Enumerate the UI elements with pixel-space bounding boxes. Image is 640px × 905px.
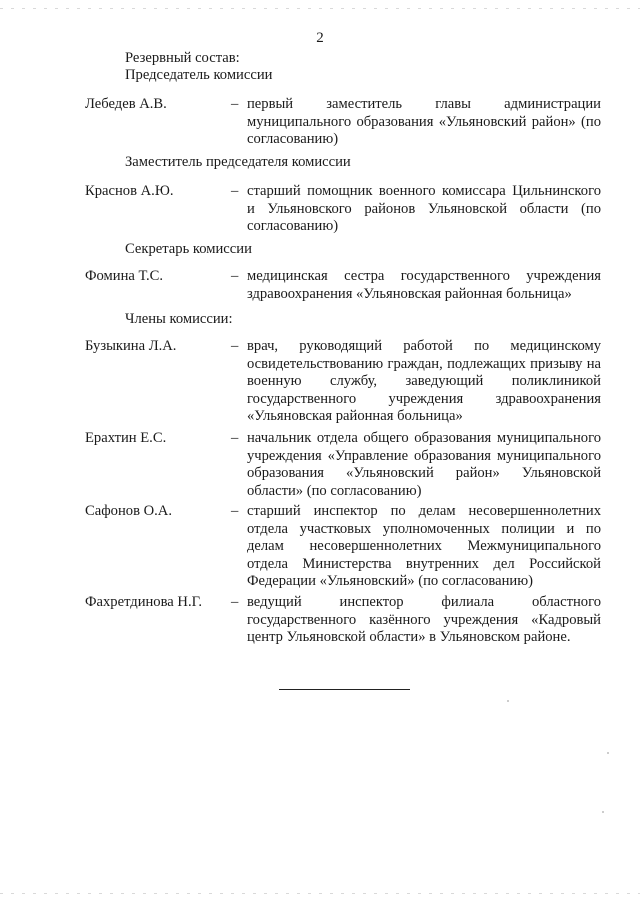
scan-speck [602,811,604,813]
member-role: старший помощник военного комиссара Цильнинского и Ульяновского районов Ульяновской области (по согласованию) [247,183,601,234]
heading-chairman: Председатель комиссии [125,67,273,83]
member-role: медицинская сестра государственного учреждения здравоохранения «Ульяновская районная больница» [247,268,601,302]
member-row-fomina [85,268,601,303]
heading-deputy: Заместитель председателя комиссии [125,154,351,170]
dash: – [231,338,239,354]
member-row-lebedev [85,96,601,149]
dash: – [231,430,239,446]
member-role: старший инспектор по делам несовершеннолетних отдела участковых уполномоченных полиции и по делам несовершеннолетних Межмуниципального отдела Министерства внутренних дел Российской Федерации «Ульяновский» (по согласованию) [247,503,601,589]
member-name: Бузыкина Л.А. [85,338,177,354]
member-row-buzykina [85,338,601,426]
member-name: Лебедев А.В. [85,96,167,112]
scan-speck [607,752,609,754]
member-row-fakhretdinova [85,594,601,647]
member-name: Фахретдинова Н.Г. [85,594,203,610]
heading-secretary: Секретарь комиссии [125,241,252,257]
member-name: Фомина Т.С. [85,268,164,284]
member-row-krasnov [85,183,601,236]
scan-artifact-top [0,8,640,9]
member-row-erakhtin [85,430,601,500]
dash: – [231,503,239,519]
heading-members: Члены комиссии: [125,311,233,327]
closing-rule [279,689,410,690]
heading-reserve: Резервный состав: [125,50,240,66]
dash: – [231,96,239,112]
dash: – [231,594,239,610]
page-number: 2 [316,30,324,46]
member-role: первый заместитель главы администрации муниципального образования «Ульяновский район» (по согласованию) [247,96,601,147]
member-name: Ерахтин Е.С. [85,430,167,446]
member-role: начальник отдела общего образования муниципального учреждения «Управление образования муниципального образования «Ульяновский район» Ульяновской области» (по согласованию) [247,430,601,499]
scan-speck [507,700,509,702]
member-role: ведущий инспектор филиала областного государственного казённого учреждения «Кадровый центр Ульяновской области» в Ульяновском районе. [247,594,601,645]
member-role: врач, руководящий работой по медицинскому освидетельствованию граждан, подлежащих призыву на военную службу, заведующий поликлиникой государственного учреждения здравоохранения «Ульяновская районная больница» [247,338,601,424]
member-name: Сафонов О.А. [85,503,172,519]
member-row-safonov [85,503,601,591]
dash: – [231,183,239,199]
dash: – [231,268,239,284]
member-name: Краснов А.Ю. [85,183,174,199]
scan-artifact-bottom [0,893,640,894]
